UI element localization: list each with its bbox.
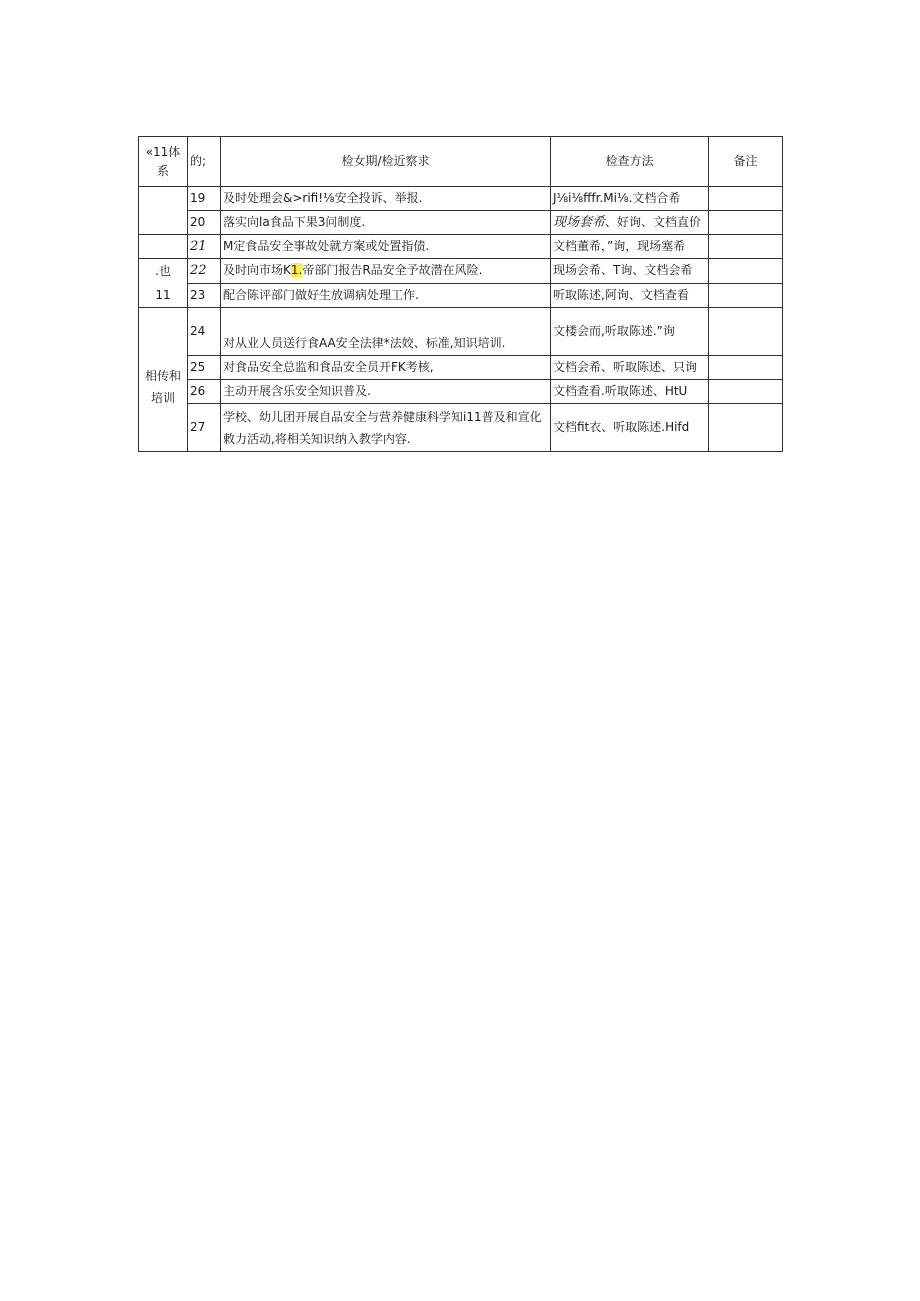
table-row [139, 356, 783, 380]
row-note [709, 187, 783, 211]
row-method: J⅛i⅛fffr.Mi⅛.文档合希 [551, 187, 709, 211]
row-method: 文档fit衣、听取陈述.Hifd [551, 404, 709, 452]
row-requirement: 对食品安全总监和食品安全员开FK考核, [221, 356, 551, 380]
table-row [139, 404, 783, 452]
row-note [709, 380, 783, 404]
row-method: 文档董希，”询，现场塞希 [551, 235, 709, 259]
category-cell: 相传和培训 [139, 308, 188, 452]
requirement-text: 及时向市场K [223, 263, 291, 278]
header-method: 检查方法 [551, 137, 709, 187]
table-row [139, 235, 783, 259]
table-row [139, 211, 783, 235]
method-italic-text: 现场套希 [553, 215, 606, 230]
row-note [709, 356, 783, 380]
requirement-text: 帝部门报告R品安全予故潜在风险. [302, 263, 483, 278]
header-note: 备注 [709, 137, 783, 187]
inspection-table [138, 136, 783, 452]
row-requirement: 学校、幼儿团开展自品安全与营养健康科学知i11普及和宣化敕力活动,将相关知识纳入教学内容. [221, 404, 551, 452]
row-number: 22 [188, 259, 221, 284]
row-requirement: 及时处理会&>rifi!⅛安全投诉、举报. [221, 187, 551, 211]
row-note [709, 404, 783, 452]
row-number: 19 [188, 187, 221, 211]
method-text: 、好询、文档直价 [605, 215, 702, 229]
table-row [139, 308, 783, 356]
row-requirement: 配合陈评部门做好生放调病处理工作. [221, 283, 551, 308]
table-header-row [139, 137, 783, 187]
row-requirement: 落实向la食品下果3问制度. [221, 211, 551, 235]
category-cell-empty [139, 187, 188, 235]
category-cell: .也 11 [139, 259, 188, 308]
row-method: 文楼会而,听取陈述.”询 [551, 308, 709, 356]
row-method: 文档查看.听取陈述、HtU [551, 380, 709, 404]
row-note [709, 235, 783, 259]
row-number: 23 [188, 283, 221, 308]
row-requirement [221, 259, 551, 284]
row-number: 27 [188, 404, 221, 452]
row-note [709, 283, 783, 308]
header-category: «11体系 [139, 137, 188, 187]
row-method: 文档会希、听取陈述、只询 [551, 356, 709, 380]
row-number: 21 [188, 235, 221, 259]
table-row [139, 187, 783, 211]
highlighted-text: 1. [290, 263, 303, 278]
row-number: 25 [188, 356, 221, 380]
row-number: 20 [188, 211, 221, 235]
table-row [139, 283, 783, 308]
header-number: 的; [188, 137, 221, 187]
row-method [551, 211, 709, 235]
row-note [709, 259, 783, 284]
row-method: 听取陈述,阿询、文档查看 [551, 283, 709, 308]
row-requirement: 主动开展含乐安全知识普及. [221, 380, 551, 404]
header-requirement: 检女期/检近察求 [221, 137, 551, 187]
category-cell-empty [139, 235, 188, 259]
table-row [139, 259, 783, 284]
table-row [139, 380, 783, 404]
row-requirement: 对从业人员送行食AA安全法律*法姣、标准,知识培训. [221, 308, 551, 356]
row-note [709, 211, 783, 235]
row-method: 现场会希、T询、文档会希 [551, 259, 709, 284]
row-number: 24 [188, 308, 221, 356]
row-requirement: M定食品安全事故处就方案或处置指债. [221, 235, 551, 259]
row-note [709, 308, 783, 356]
row-number: 26 [188, 380, 221, 404]
